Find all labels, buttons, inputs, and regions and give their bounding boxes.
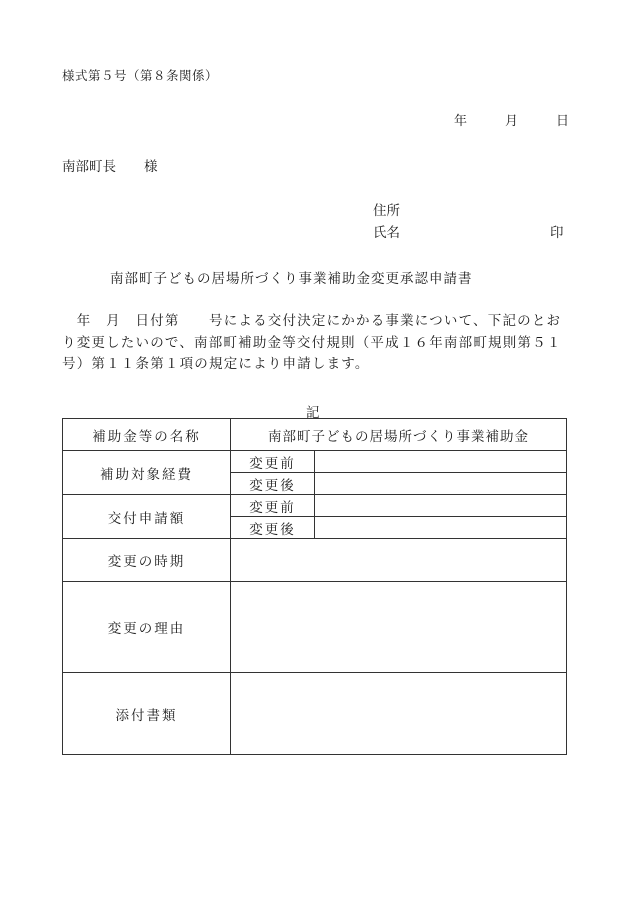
subsidy-name-value: 南部町子どもの居場所づくり事業補助金 — [231, 419, 567, 451]
grant-amount-after-label: 変更後 — [231, 517, 315, 539]
change-timing-label: 変更の時期 — [63, 539, 231, 582]
table-row — [63, 673, 567, 755]
table-row — [63, 582, 567, 673]
addressee-honorific: 様 — [144, 159, 158, 175]
document-title: 南部町子どもの居場所づくり事業補助金変更承認申請書 — [110, 271, 473, 287]
eligible-cost-after-field[interactable] — [315, 473, 567, 495]
addressee — [62, 155, 158, 175]
date-day-label: 日 — [556, 114, 570, 129]
eligible-cost-before-label: 変更前 — [231, 451, 315, 473]
eligible-cost-before-field[interactable] — [315, 451, 567, 473]
grant-amount-before-field[interactable] — [315, 495, 567, 517]
attachments-field[interactable] — [231, 673, 567, 755]
application-table — [62, 418, 567, 755]
eligible-cost-after-label: 変更後 — [231, 473, 315, 495]
form-number: 様式第５号（第８条関係） — [62, 68, 219, 83]
grant-amount-before-label: 変更前 — [231, 495, 315, 517]
table-row — [63, 419, 567, 451]
name-label: 氏名 — [373, 225, 400, 241]
change-reason-field[interactable] — [231, 582, 567, 673]
date-year-label: 年 — [454, 114, 468, 129]
attachments-label: 添付書類 — [63, 673, 231, 755]
subsidy-name-label: 補助金等の名称 — [63, 419, 231, 451]
ki-heading: 記 — [306, 405, 320, 421]
seal-mark: 印 — [550, 225, 564, 241]
table-row — [63, 539, 567, 582]
eligible-cost-label: 補助対象経費 — [63, 451, 231, 495]
body-paragraph: 年 月 日付第 号による交付決定にかかる事業について、下記のとおり変更したいので、南部町補助金等交付規則（平成１６年南部町規則第５１号）第１１条第１項の規定により申請します。 — [62, 313, 562, 372]
grant-amount-after-field[interactable] — [315, 517, 567, 539]
table-row — [63, 451, 567, 473]
address-label: 住所 — [373, 203, 400, 219]
date-line — [454, 110, 569, 129]
table-row — [63, 495, 567, 517]
grant-amount-label: 交付申請額 — [63, 495, 231, 539]
change-timing-field[interactable] — [231, 539, 567, 582]
change-reason-label: 変更の理由 — [63, 582, 231, 673]
date-month-label: 月 — [505, 114, 519, 129]
addressee-name: 南部町長 — [62, 159, 116, 175]
